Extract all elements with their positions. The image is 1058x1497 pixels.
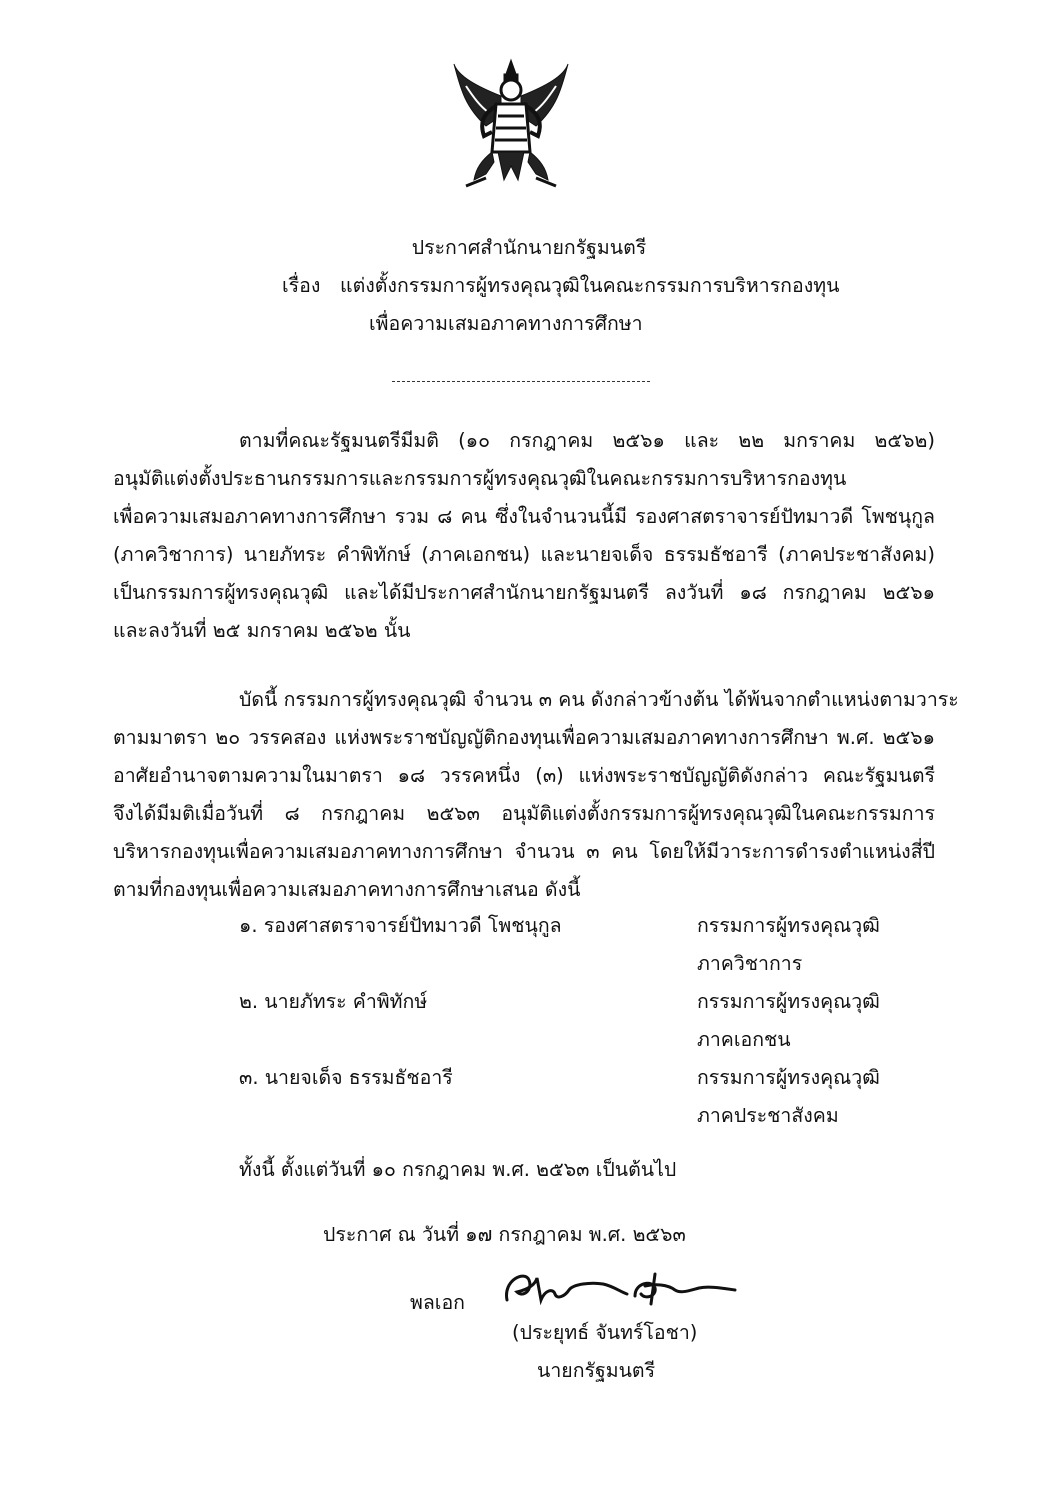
paragraph-2-line-5: บริหารกองทุนเพื่อความเสมอภาคทางการศึกษา จำนวน ๓ คน โดยให้มีวาระการดำรงตำแหน่งสี่ปี [113, 840, 935, 863]
paragraph-2-line-4: จึงได้มีมติเมื่อวันที่ ๘ กรกฎาคม ๒๕๖๓ อนุมัติแต่งตั้งกรรมการผู้ทรงคุณวุฒิในคณะกรรมการ [113, 802, 935, 825]
paragraph-1-line-3: เพื่อความเสมอภาคทางการศึกษา รวม ๘ คน ซึ่งในจำนวนนี้มี รองศาสตราจารย์ปัทมาวดี โพชนุกูล [113, 505, 935, 528]
member-3-role: กรรมการผู้ทรงคุณวุฒิ [697, 1066, 880, 1089]
signatory-name: (ประยุทธ์ จันทร์โอชา) [512, 1321, 698, 1344]
header-divider [392, 381, 650, 382]
subject-line-1: แต่งตั้งกรรมการผู้ทรงคุณวุฒิในคณะกรรมการบริหารกองทุน [340, 274, 840, 297]
subject-line-2: เพื่อความเสมอภาคทางการศึกษา [369, 312, 643, 335]
announcement-title: ประกาศสำนักนายกรัฐมนตรี [411, 236, 647, 259]
member-1-sector: ภาควิชาการ [697, 952, 803, 975]
member-2-name: ๒. นายภัทระ คำพิทักษ์ [239, 990, 428, 1013]
paragraph-1-line-4: (ภาควิชาการ) นายภัทระ คำพิทักษ์ (ภาคเอกชน) และนายจเด็จ ธรรมธัชอารี (ภาคประชาสังคม) [113, 543, 935, 566]
paragraph-2-line-1: บัดนี้ กรรมการผู้ทรงคุณวุฒิ จำนวน ๓ คน ดังกล่าวข้างต้น ได้พ้นจากตำแหน่งตามวาระ [239, 688, 959, 711]
effective-date: ทั้งนี้ ตั้งแต่วันที่ ๑๐ กรกฎาคม พ.ศ. ๒๕๖๓ เป็นต้นไป [239, 1158, 677, 1181]
garuda-emblem-icon [446, 56, 576, 196]
member-1-role: กรรมการผู้ทรงคุณวุฒิ [697, 914, 880, 937]
paragraph-1-line-6: และลงวันที่ ๒๕ มกราคม ๒๕๖๒ นั้น [113, 619, 411, 642]
member-1-name: ๑. รองศาสตราจารย์ปัทมาวดี โพชนุกูล [239, 914, 562, 937]
announcement-date: ประกาศ ณ วันที่ ๑๗ กรกฎาคม พ.ศ. ๒๕๖๓ [323, 1223, 686, 1246]
paragraph-1-line-2: อนุมัติแต่งตั้งประธานกรรมการและกรรมการผู้ทรงคุณวุฒิในคณะกรรมการบริหารกองทุน [113, 467, 847, 490]
paragraph-1-line-5: เป็นกรรมการผู้ทรงคุณวุฒิ และได้มีประกาศสำนักนายกรัฐมนตรี ลงวันที่ ๑๘ กรกฎาคม ๒๕๖๑ [113, 581, 935, 604]
signatory-position: นายกรัฐมนตรี [537, 1359, 656, 1382]
handwritten-signature-icon [495, 1260, 745, 1320]
member-2-role: กรรมการผู้ทรงคุณวุฒิ [697, 990, 880, 1013]
paragraph-1-line-1: ตามที่คณะรัฐมนตรีมีมติ (๑๐ กรกฎาคม ๒๕๖๑ และ ๒๒ มกราคม ๒๕๖๒) [239, 429, 935, 452]
paragraph-2-line-2: ตามมาตรา ๒๐ วรรคสอง แห่งพระราชบัญญัติกองทุนเพื่อความเสมอภาคทางการศึกษา พ.ศ. ๒๕๖๑ [113, 726, 935, 749]
member-3-sector: ภาคประชาสังคม [697, 1104, 839, 1127]
member-3-name: ๓. นายจเด็จ ธรรมธัชอารี [239, 1066, 453, 1089]
paragraph-2-line-3: อาศัยอำนาจตามความในมาตรา ๑๘ วรรคหนึ่ง (๓) แห่งพระราชบัญญัติดังกล่าว คณะรัฐมนตรี [113, 764, 935, 787]
member-2-sector: ภาคเอกชน [697, 1028, 791, 1051]
paragraph-2-line-6: ตามที่กองทุนเพื่อความเสมอภาคทางการศึกษาเสนอ ดังนี้ [113, 878, 581, 901]
subject-label: เรื่อง [282, 274, 321, 297]
signature-rank: พลเอก [410, 1291, 465, 1314]
